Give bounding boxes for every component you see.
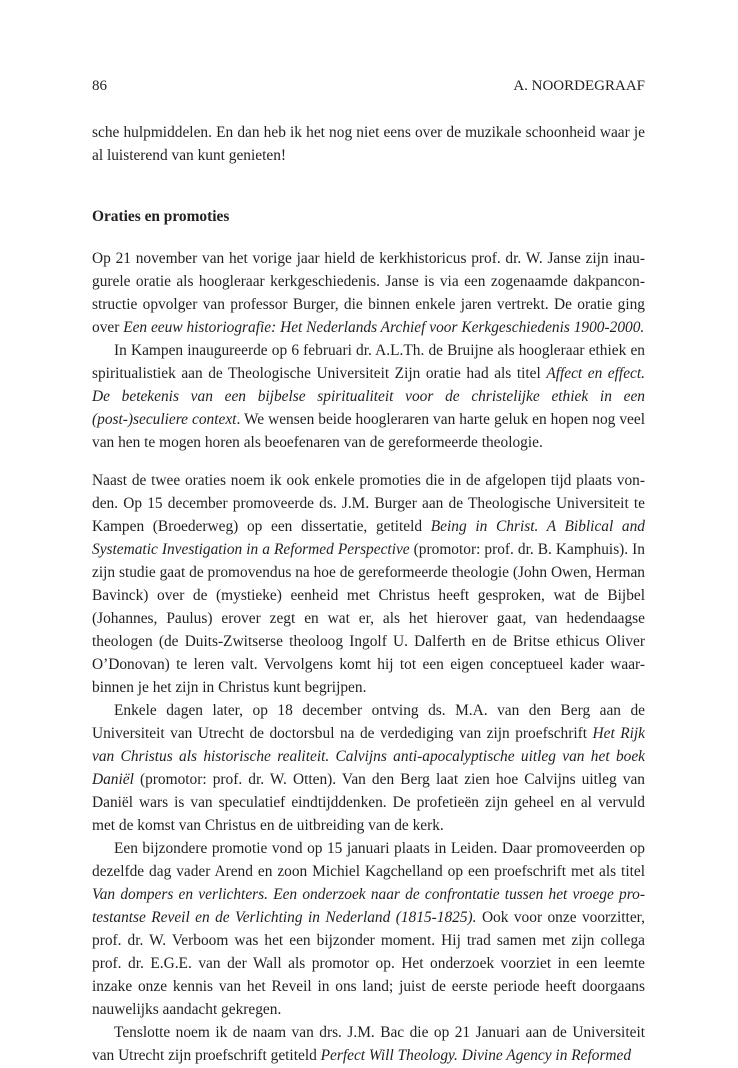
running-header	[92, 78, 645, 95]
section-body-2	[92, 469, 645, 1067]
title-italic: Van dompers en verlichters. Een onderzoek naar de confrontatie tussen het vroege pro-testantse Reveil en de Verlichting in Nederland (1815-1825).	[92, 886, 645, 926]
paragraph: Enkele dagen later, op 18 december ontving ds. M.A. van den Berg aan de Universiteit van Utrecht de doctorsbul na de verdediging van zijn proefschrift Het Rijk van Christus als historische realiteit. Calvijns anti-apocalyptische uitleg van het boek Daniël (promotor: prof. dr. W. Otten). Van den Berg laat zien hoe Calvijns uitleg van Daniël wars is van speculatief eindtijddenken. De profetieën zijn geheel en al vervuld met de komst van Christus en de uitbreiding van de kerk.	[92, 702, 646, 834]
title-italic: Perfect Will Theology. Divine Agency in Reformed	[320, 1047, 632, 1064]
section-body-1	[92, 247, 645, 454]
section-heading-block	[92, 205, 645, 228]
section-heading: Oraties en promoties	[92, 208, 230, 225]
paragraph: Een bijzondere promotie vond op 15 januari plaats in Leiden. Daar promoveerden op dezelfde dag vader Arend en zoon Michiel Kagchelland op een proefschrift met als titel Van dompers en verlichters. Een onderzoek naar de confrontatie tussen het vroege pro-testantse Reveil en de Verlichting in Nederland (1815-1825). Ook voor onze voorzitter, prof. dr. W. Verboom was het een bijzonder moment. Hij trad samen met zijn collega prof. dr. E.G.E. van der Wall als promotor op. Het onderzoek voorziet in een leemte inzake onze kennis van het Reveil in ons land; juist de eerste periode heeft doorgaans nauwelijks aandacht gekregen.	[92, 840, 646, 1018]
running-title: A. NOORDEGRAAF	[513, 78, 645, 94]
paragraph: Op 21 november van het vorige jaar hield de kerkhistoricus prof. dr. W. Janse zijn inau-gurele oratie als hoogleraar kerkgeschiedenis. Janse is via een zogenaamde dakpancon-structie opvolger van professor Burger, die binnen enkele jaren vertrekt. De oratie ging over Een eeuw historiografie: Het Nederlands Archief voor Kerkgeschiedenis 1900-2000.	[92, 250, 645, 336]
title-italic: Het Rijk van Christus als historische realiteit. Calvijns anti-apocalyptische uitleg van het boek Daniël	[92, 725, 646, 788]
paragraph: In Kampen inaugureerde op 6 februari dr. A.L.Th. de Bruijne als hoogleraar ethiek en spiritualistiek aan de Theologische Universiteit Zijn oratie had als titel Affect en effect. De betekenis van een bijbelse spiritualiteit voor de christelijke ethiek in een (post-)seculiere context. We wensen beide hoogleraren van harte geluk en hopen nog veel van hen te mogen horen als beoefenaren van de gereformeerde theologie.	[92, 342, 645, 451]
intro-text	[92, 121, 645, 167]
title-italic: Een eeuw historiografie: Het Nederlands Archief voor Kerkgeschiedenis 1900-2000.	[123, 319, 645, 336]
title-italic: Affect en effect. De betekenis van een bijbelse spiritualiteit voor de christelijke ethiek in een (post-)seculiere context	[92, 365, 645, 428]
paragraph: Tenslotte noem ik de naam van drs. J.M. Bac die op 21 Januari aan de Universiteit van Utrecht zijn proefschrift getiteld Perfect Will Theology. Divine Agency in Reformed	[92, 1024, 645, 1064]
paragraph: Naast de twee oraties noem ik ook enkele promoties die in de afgelopen tijd plaats von-den. Op 15 december promoveerde ds. J.M. Burger aan de Theologische Universiteit te Kampen (Broederweg) op een dissertatie, getiteld Being in Christ. A Biblical and Systematic Investigation in a Reformed Perspective (promotor: prof. dr. B. Kamphuis). In zijn studie gaat de promovendus na hoe de gereformeerde theologie (John Owen, Herman Bavinck) over de (mystieke) eenheid met Christus heeft gesproken, wat de Bijbel (Johannes, Paulus) erover zegt en wat er, als het hierover gaat, van hedendaagse theologen (de Duits-Zwitserse theoloog Ingolf U. Dalferth en de Britse ethicus Oliver O’Donovan) te leren valt. Vervolgens komt hij tot een eigen conceptueel kader waar-binnen je het zijn in Christus kunt begrijpen.	[92, 472, 646, 696]
title-italic: Being in Christ. A Biblical and Systematic Investigation in a Reformed Perspective	[92, 518, 645, 558]
paragraph: sche hulpmiddelen. En dan heb ik het nog niet eens over de muzikale schoonheid waar je al luisterend van kunt genieten!	[92, 124, 645, 164]
page-number: 86	[92, 78, 107, 94]
